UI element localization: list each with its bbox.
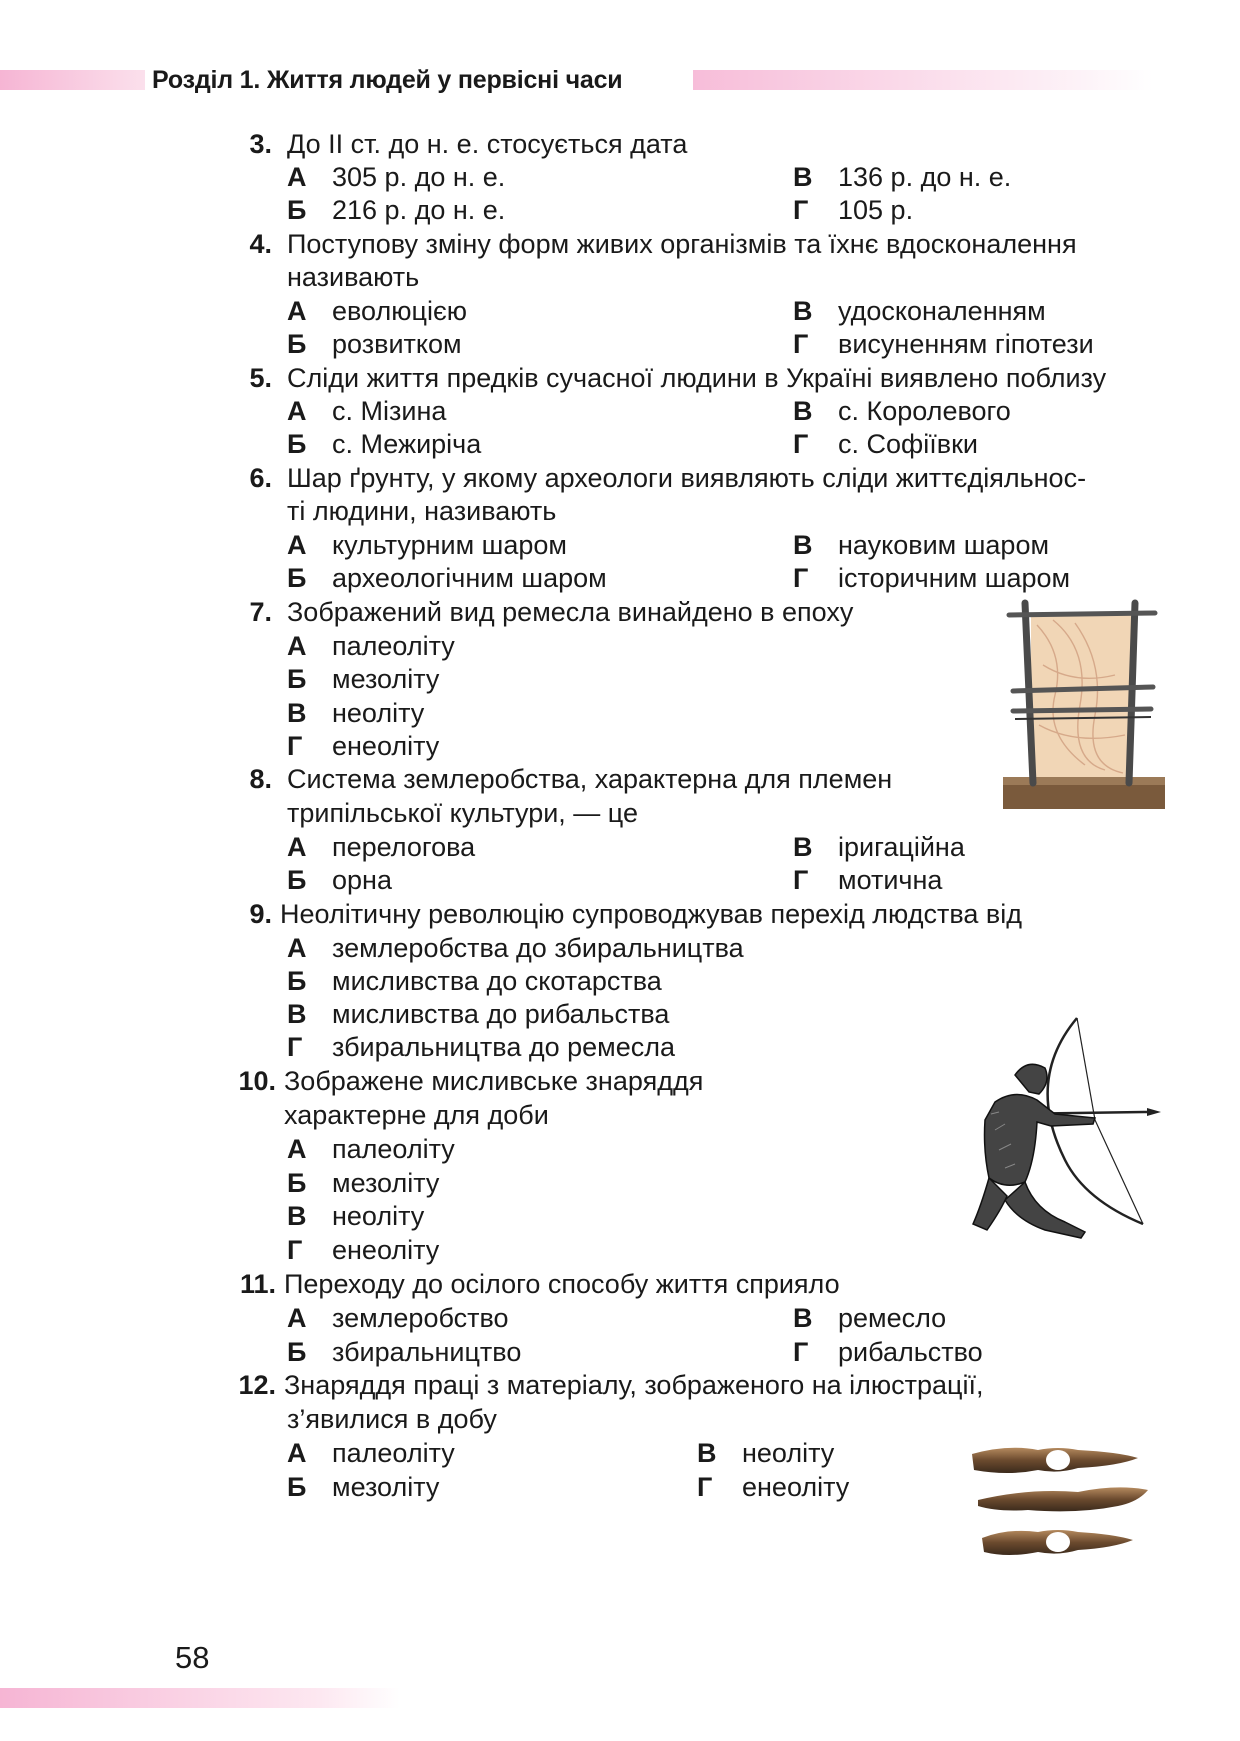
option-a[interactable]: культурним шаром (332, 530, 567, 560)
question-number: 12. (238, 1370, 276, 1400)
option-g[interactable]: мотична (838, 865, 943, 895)
question-number: 4. (249, 229, 272, 259)
option-a[interactable]: палеоліту (332, 1134, 455, 1164)
option-letter-b: Б (287, 329, 307, 359)
option-g[interactable]: енеоліту (332, 731, 440, 761)
question-number: 8. (249, 764, 272, 794)
option-letter-b: Б (287, 195, 307, 225)
question-text-cont: ті людини, називають (287, 496, 557, 526)
option-a[interactable]: палеоліту (332, 1438, 455, 1468)
question-number: 10. (238, 1066, 276, 1096)
option-letter-b: Б (287, 865, 307, 895)
option-letter-b: Б (287, 966, 307, 996)
option-b[interactable]: 216 р. до н. е. (332, 195, 506, 225)
option-v[interactable]: неоліту (332, 1201, 425, 1231)
option-v[interactable]: неоліту (332, 698, 425, 728)
option-g[interactable]: с. Софіївки (838, 429, 978, 459)
option-letter-a: А (287, 1303, 307, 1333)
option-a[interactable]: землеробства до збиральництва (332, 933, 744, 963)
option-a[interactable]: землеробство (332, 1303, 509, 1333)
option-letter-a: А (287, 1438, 307, 1468)
question-text: Система землеробства, характерна для племен (287, 764, 893, 794)
question-number: 3. (249, 129, 272, 159)
option-letter-g: Г (793, 865, 809, 895)
option-b[interactable]: збиральництво (332, 1337, 522, 1367)
question-number: 6. (249, 463, 272, 493)
question-text: Зображений вид ремесла винайдено в епоху (287, 597, 854, 627)
option-letter-b: Б (287, 1472, 307, 1502)
footer-decor (0, 1688, 400, 1708)
option-b[interactable]: мезоліту (332, 1472, 440, 1502)
option-letter-b: Б (287, 429, 307, 459)
question-text-cont: трипільської культури, — це (287, 798, 638, 828)
question-text: Сліди життя предків сучасної людини в Україні виявлено поблизу (287, 363, 1107, 393)
option-letter-a: А (287, 1134, 307, 1164)
option-v[interactable]: іригаційна (838, 832, 965, 862)
option-g[interactable]: історичним шаром (838, 563, 1071, 593)
question-text: Зображене мисливське знаряддя (284, 1066, 704, 1096)
option-letter-g: Г (793, 195, 809, 225)
option-letter-g: Г (697, 1472, 713, 1502)
option-letter-g: Г (793, 563, 809, 593)
question-text: Знаряддя праці з матеріалу, зображеного на ілюстрації, (284, 1370, 984, 1400)
option-letter-g: Г (793, 329, 809, 359)
question-number: 7. (249, 597, 272, 627)
option-letter-v: В (287, 999, 307, 1029)
option-v[interactable]: науковим шаром (838, 530, 1050, 560)
option-letter-g: Г (793, 429, 809, 459)
loom-illustration (995, 595, 1170, 815)
option-letter-g: Г (287, 731, 303, 761)
question-text-cont: з’явилися в добу (287, 1404, 497, 1434)
option-b[interactable]: розвитком (332, 329, 462, 359)
option-g[interactable]: енеоліту (742, 1472, 850, 1502)
question-text: До II ст. до н. е. стосується дата (287, 129, 688, 159)
page-number: 58 (175, 1640, 210, 1675)
option-letter-v: В (793, 296, 813, 326)
option-letter-v: В (793, 1303, 813, 1333)
option-letter-g: Г (287, 1235, 303, 1265)
option-a[interactable]: перелогова (332, 832, 476, 862)
header-decor-left (0, 70, 145, 90)
option-b[interactable]: орна (332, 865, 392, 895)
option-b[interactable]: с. Межиріча (332, 429, 482, 459)
question-text: Неолітичну революцію супроводжував перехід людства від (280, 899, 1022, 929)
option-letter-v: В (697, 1438, 717, 1468)
option-a[interactable]: 305 р. до н. е. (332, 162, 506, 192)
option-a[interactable]: еволюцією (332, 296, 467, 326)
question-text-cont: характерне для доби (284, 1100, 549, 1130)
option-b[interactable]: мезоліту (332, 664, 440, 694)
option-v[interactable]: 136 р. до н. е. (838, 162, 1012, 192)
option-letter-v: В (793, 162, 813, 192)
option-b[interactable]: мисливства до скотарства (332, 966, 662, 996)
question-number: 9. (249, 899, 272, 929)
option-letter-a: А (287, 832, 307, 862)
option-v[interactable]: мисливства до рибальства (332, 999, 670, 1029)
option-g[interactable]: енеоліту (332, 1235, 440, 1265)
option-a[interactable]: палеоліту (332, 631, 455, 661)
option-letter-a: А (287, 396, 307, 426)
question-text: Шар ґрунту, у якому археологи виявляють сліди життєдіяльнос- (287, 463, 1087, 493)
option-v[interactable]: с. Королевого (838, 396, 1011, 426)
option-letter-a: А (287, 296, 307, 326)
option-letter-v: В (793, 832, 813, 862)
option-letter-a: А (287, 631, 307, 661)
archer-illustration (965, 1010, 1165, 1250)
option-g[interactable]: рибальство (838, 1337, 983, 1367)
option-letter-v: В (287, 1201, 307, 1231)
option-letter-b: Б (287, 1168, 307, 1198)
option-b[interactable]: мезоліту (332, 1168, 440, 1198)
option-letter-v: В (793, 530, 813, 560)
question-text: Поступову зміну форм живих організмів та їхнє вдосконалення (287, 229, 1077, 259)
question-text: Переходу до осілого способу життя сприяло (284, 1269, 840, 1299)
option-letter-a: А (287, 162, 307, 192)
header-decor-right (693, 70, 1153, 90)
option-letter-v: В (287, 698, 307, 728)
option-letter-v: В (793, 396, 813, 426)
option-letter-b: Б (287, 1337, 307, 1367)
option-letter-b: Б (287, 664, 307, 694)
option-g[interactable]: 105 р. (838, 195, 914, 225)
option-letter-g: Г (793, 1337, 809, 1367)
option-a[interactable]: с. Мізина (332, 396, 447, 426)
question-number: 11. (239, 1269, 276, 1299)
option-g[interactable]: збиральництва до ремесла (332, 1032, 676, 1062)
option-v[interactable]: удосконаленням (838, 296, 1046, 326)
option-b[interactable]: археологічним шаром (332, 563, 607, 593)
option-letter-a: А (287, 933, 307, 963)
option-g[interactable]: висуненням гіпотези (838, 329, 1094, 359)
question-number: 5. (249, 363, 272, 393)
metal-axes-illustration (968, 1440, 1153, 1565)
option-v[interactable]: неоліту (742, 1438, 835, 1468)
option-letter-g: Г (287, 1032, 303, 1062)
question-text-cont: називають (287, 262, 420, 292)
option-letter-a: А (287, 530, 307, 560)
section-title: Розділ 1. Життя людей у первісні часи (152, 66, 623, 94)
option-letter-b: Б (287, 563, 307, 593)
option-v[interactable]: ремесло (838, 1303, 947, 1333)
